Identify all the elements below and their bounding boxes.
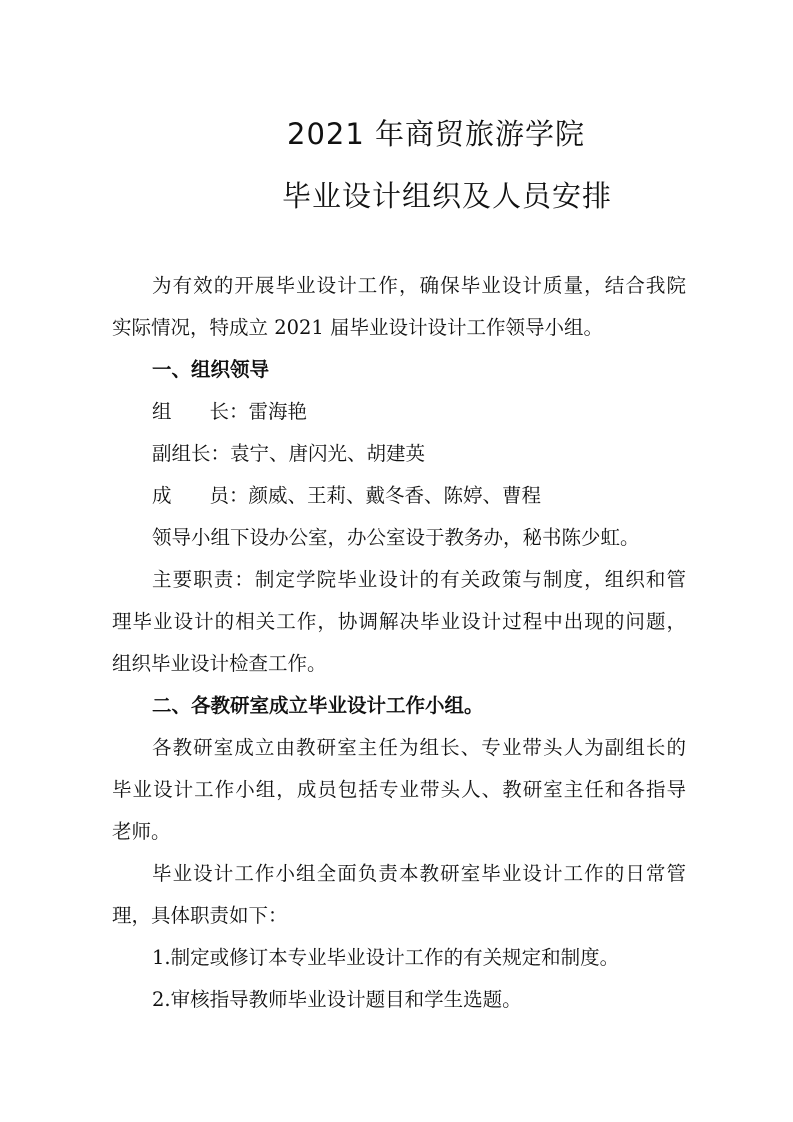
deputy-label: 副组长： [152, 442, 231, 465]
group-paragraph-line-1: 各教研室成立由教研室主任为组长、专业带头人为副组长的 [152, 736, 686, 759]
duty-paragraph-line-2: 理毕业设计的相关工作，协调解决毕业设计过程中出现的问题， [112, 610, 686, 633]
group-paragraph-line-3: 老师。 [112, 820, 171, 843]
section-1-heading: 一、组织领导 [152, 358, 270, 381]
group-paragraph-line-2: 毕业设计工作小组，成员包括专业带头人、教研室主任和各指导 [112, 778, 686, 801]
deputy-value: 袁宁、唐闪光、胡建英 [230, 442, 426, 465]
member-label-char-1: 成 [152, 484, 172, 507]
leader-label-char-1: 组 [152, 400, 172, 423]
leader-label-char-2: 长： [209, 400, 249, 423]
responsibility-paragraph-line-1: 毕业设计工作小组全面负责本教研室毕业设计工作的日常管 [152, 862, 686, 885]
document-title-line-2: 毕业设计组织及人员安排 [282, 179, 613, 213]
office-paragraph: 领导小组下设办公室，办公室设于教务办，秘书陈少虹。 [152, 526, 640, 549]
document-title-line-1: 2021 年商贸旅游学院 [287, 117, 586, 151]
member-label-char-2: 员： [209, 484, 249, 507]
responsibility-paragraph-line-2: 理，具体职责如下： [112, 904, 288, 927]
leader-value: 雷海艳 [248, 400, 308, 423]
list-item-2: 2.审核指导教师毕业设计题目和学生选题。 [152, 988, 522, 1011]
section-2-heading: 二、各教研室成立毕业设计工作小组。 [152, 694, 484, 717]
list-item-1: 1.制定或修订本专业毕业设计工作的有关规定和制度。 [152, 946, 620, 969]
duty-paragraph-line-1: 主要职责：制定学院毕业设计的有关政策与制度，组织和管 [152, 568, 686, 591]
leader-row [152, 400, 686, 424]
intro-paragraph-line-1: 为有效的开展毕业设计工作，确保毕业设计质量，结合我院 [152, 274, 686, 297]
member-row [152, 484, 686, 508]
duty-paragraph-line-3: 组织毕业设计检查工作。 [112, 652, 327, 675]
member-value: 颜威、王莉、戴冬香、陈婷、曹程 [248, 484, 542, 507]
deputy-row [152, 442, 686, 466]
intro-paragraph-line-2: 实际情况，特成立 2021 届毕业设计设计工作领导小组。 [112, 316, 604, 339]
